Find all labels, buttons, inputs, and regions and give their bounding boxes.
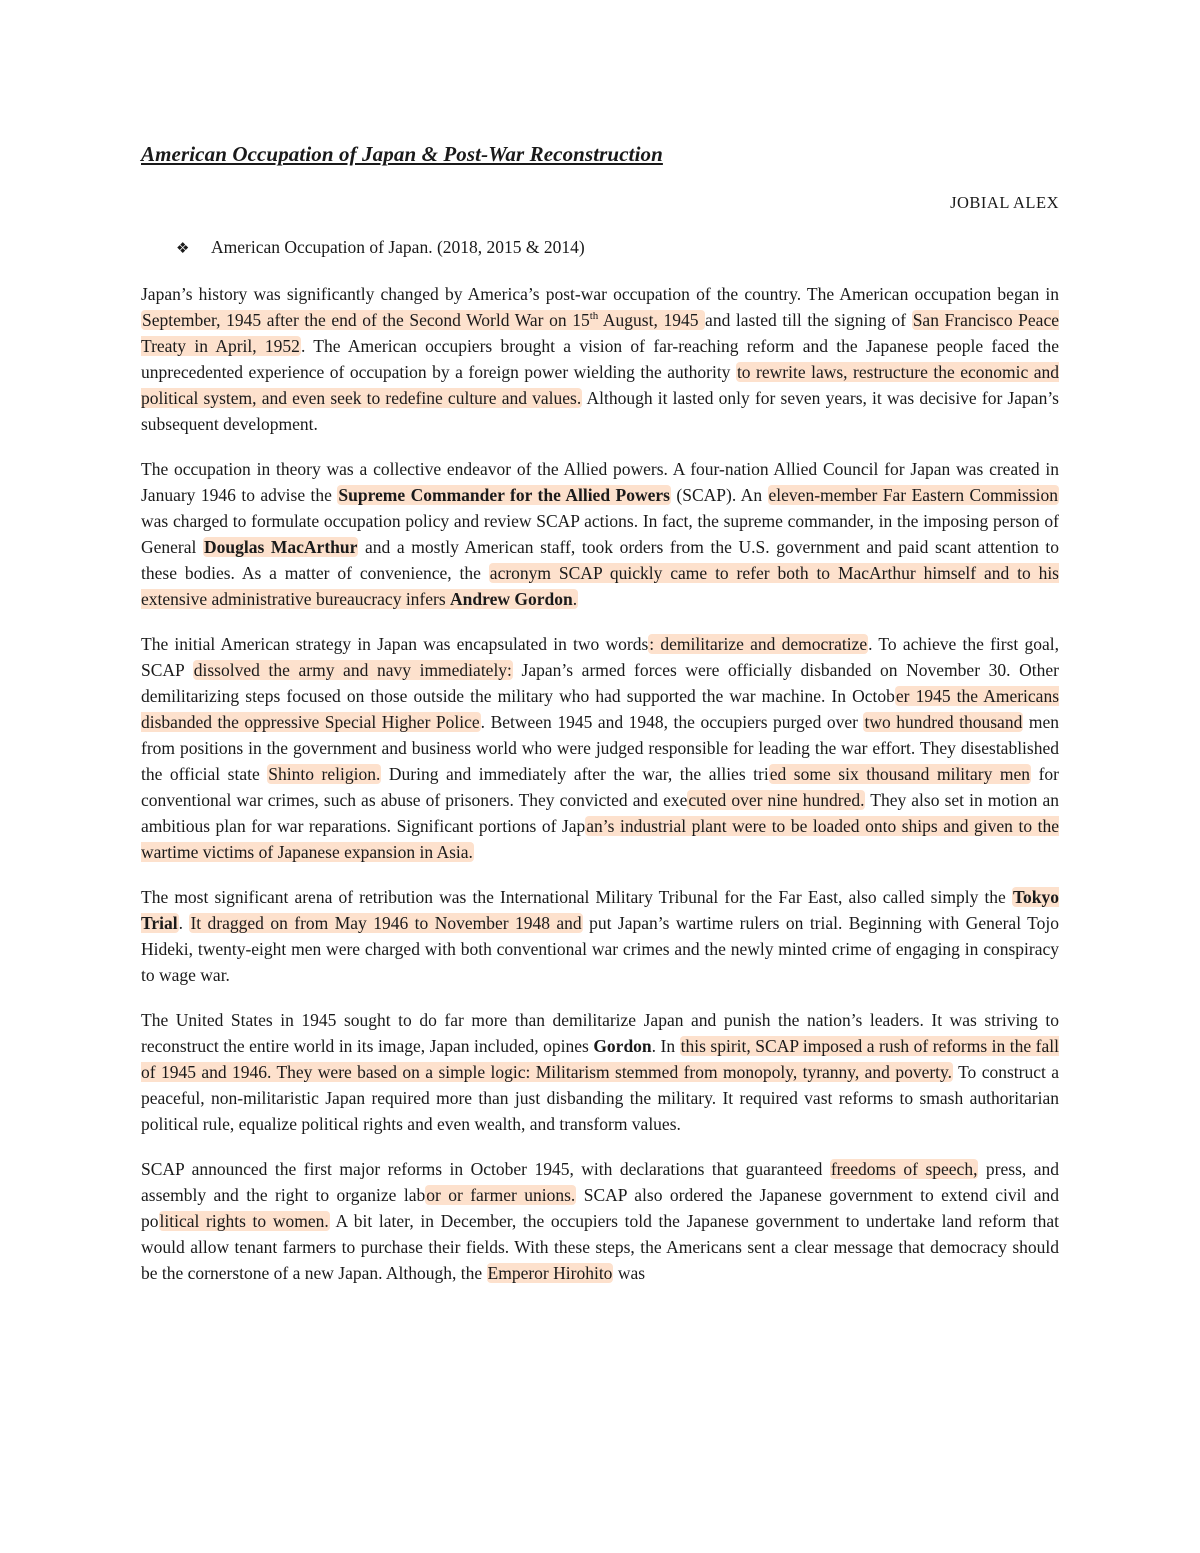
paragraph-3 — [141, 631, 1059, 865]
highlight: Emperor Hirohito — [487, 1263, 613, 1283]
text-run: A bit later, in December, the occupiers told the Japanese government to undertake land reform that would allow tenant farmers to purchase their fields. With these steps, the Americans sent a clear message that democracy should be the cornerstone of a new Japan. Although, the — [141, 1211, 1059, 1283]
section-bullet — [176, 234, 585, 261]
text-run: During and immediately after the war, the allies tri — [381, 764, 769, 784]
highlight: litical rights to women. — [159, 1211, 329, 1231]
document-title: American Occupation of Japan & Post-War Reconstruction — [141, 142, 663, 166]
highlight: dissolved the army and navy immediately: — [193, 660, 512, 680]
highlight-bold: Douglas MacArthur — [203, 537, 358, 557]
text-run: and a mostly American staff, took orders from the U.S. government and paid scant attention to these bodies. As a matter of convenience, the — [141, 537, 1059, 583]
highlight-bold: Supreme Commander for the Allied Powers — [338, 485, 670, 505]
text-run: Although it lasted only for seven years, it was decisive for Japan’s subsequent development. — [141, 388, 1059, 434]
bold-run: Andrew Gordon — [450, 589, 573, 609]
highlight: two hundred thousand — [864, 712, 1023, 732]
highlight: this spirit, SCAP imposed a rush of reforms in the fall of 1945 and 1946. They were based on a simple logic: Militarism stemmed from monopoly, tyranny, and poverty. — [141, 1036, 1059, 1082]
text-run: SCAP announced the first major reforms in October 1945, with declarations that guaranteed — [141, 1159, 830, 1179]
author-name: JOBIAL ALEX — [950, 193, 1059, 212]
text-run: was charged to formulate occupation policy and review SCAP actions. In fact, the supreme commander, in the imposing person of General — [141, 511, 1059, 557]
text-run: . — [572, 589, 578, 609]
text-run: . The American occupiers brought a vision of far-reaching reform and the Japanese people faced the unprecedented experience of occupation by a foreign power wielding the authority — [141, 336, 1059, 382]
text-run: (SCAP). An — [670, 485, 768, 505]
highlight: Shinto religion. — [268, 764, 381, 784]
text-run: September, 1945 after the end of the Second World War on 15 — [142, 310, 590, 330]
text-run: The initial American strategy in Japan was encapsulated in two words — [141, 634, 649, 654]
highlight: San Francisco Peace Treaty in April, 1952 — [141, 310, 1059, 356]
highlight: cuted over nine hundred. — [688, 790, 865, 810]
highlight: freedoms of speech, — [830, 1159, 978, 1179]
text-run: They also set in motion an ambitious plan for war reparations. Significant portions of Jap — [141, 790, 1059, 836]
highlight: er 1945 the Americans disbanded the oppressive Special Higher Police — [141, 686, 1059, 732]
paragraph-1 — [141, 281, 1059, 437]
paragraph-4 — [141, 884, 1059, 988]
text-run: . To achieve the first goal, SCAP — [141, 634, 1059, 680]
highlight: or or farmer unions. — [426, 1185, 576, 1205]
bold-run: Gordon — [593, 1036, 652, 1056]
text-run: The most significant arena of retribution was the International Military Tribunal for the Far East, also called simply the — [141, 887, 1012, 907]
text-run: The United States in 1945 sought to do far more than demilitarize Japan and punish the nation’s leaders. It was striving to reconstruct the entire world in its image, Japan included, opines — [141, 1010, 1059, 1056]
text-run: Japan’s history was significantly changed by America’s post-war occupation of the country. The American occupation began in — [141, 284, 1059, 304]
highlight: eleven-member Far Eastern Commission — [768, 485, 1059, 505]
highlight: It dragged on from May 1946 to November 1948 and — [190, 913, 582, 933]
text-run: . — [178, 913, 190, 933]
paragraph-6 — [141, 1156, 1059, 1286]
section-bullet-text: American Occupation of Japan. (2018, 2015 & 2014) — [211, 237, 585, 257]
text-run: men from positions in the government and business world who were judged responsible for leading the war effort. They disestablished the official state — [141, 712, 1059, 784]
paragraph-5 — [141, 1007, 1059, 1137]
highlight: an’s industrial plant were to be loaded onto ships and given to the wartime victims of Japanese expansion in Asia. — [141, 816, 1059, 862]
text-run: The occupation in theory was a collective endeavor of the Allied powers. A four-nation Allied Council for Japan was created in January 1946 to advise the — [141, 459, 1059, 505]
text-run: and lasted till the signing of — [705, 310, 912, 330]
text-run: August, 1945 — [598, 310, 705, 330]
text-run: put Japan’s wartime rulers on trial. Beginning with General Tojo Hideki, twenty-eight men were charged with both conventional war crimes and the newly minted crime of engaging in conspiracy to wage war. — [141, 913, 1060, 985]
highlight-bold: Tokyo Trial — [141, 887, 1059, 933]
highlight: : demilitarize and democratize — [649, 634, 868, 654]
text-run: SCAP also ordered the Japanese government to extend civil and po — [141, 1185, 1059, 1231]
highlight: ed some six thousand military men — [769, 764, 1031, 784]
highlight: to rewrite laws, restructure the economic and political system, and even seek to redefine culture and values. — [141, 362, 1060, 408]
document-body — [141, 281, 1059, 1305]
text-run: for conventional war crimes, such as abuse of prisoners. They convicted and exe — [141, 764, 1059, 810]
superscript: th — [589, 310, 599, 323]
highlight — [141, 310, 705, 330]
text-run: press, and assembly and the right to organize lab — [141, 1159, 1059, 1205]
text-run: To construct a peaceful, non-militaristic Japan required more than just disbanding the military. It required vast reforms to smash authoritarian political rule, equalize political rights and even wealth, and transform values. — [141, 1062, 1059, 1134]
text-run: . In — [651, 1036, 680, 1056]
text-run: was — [613, 1263, 646, 1283]
paragraph-2 — [141, 456, 1059, 612]
text-run: acronym SCAP quickly came to refer both to MacArthur himself and to his extensive administrative bureaucracy infers — [141, 563, 1059, 609]
text-run: Japan’s armed forces were officially disbanded on November 30. Other demilitarizing steps focused on those outside the military who had supported the war machine. In Octob — [141, 660, 1059, 706]
text-run: . Between 1945 and 1948, the occupiers purged over — [480, 712, 864, 732]
diamond-bullet-icon: ❖ — [176, 239, 190, 257]
